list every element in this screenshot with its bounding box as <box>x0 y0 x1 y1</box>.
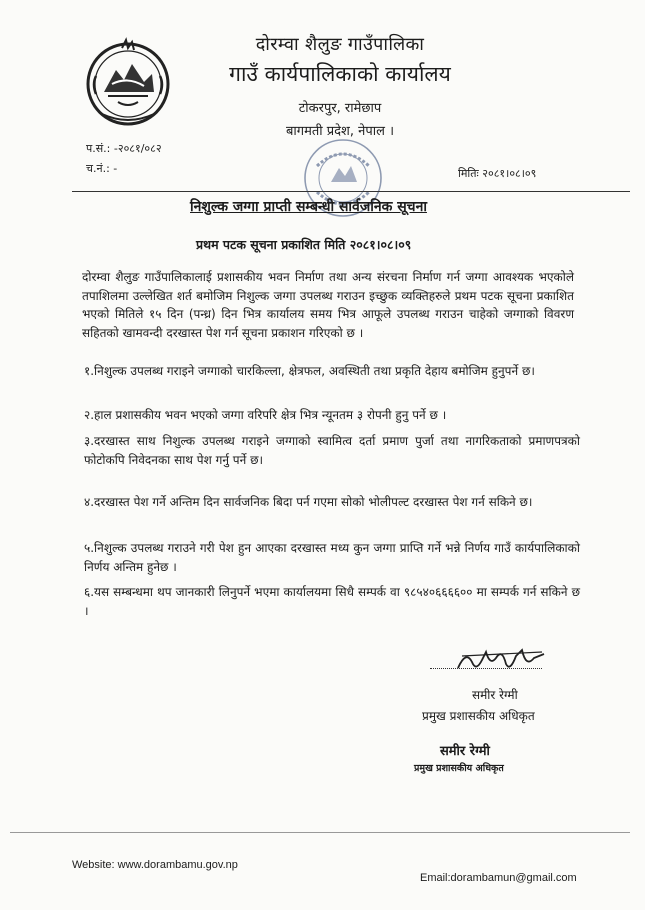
condition-item-3: ३.दरखास्त साथ निशुल्क उपलब्ध गराइने जग्गाको स्वामित्व दर्ता प्रमाण पुर्जा तथा नागरिकताको प्रमाणपत्रको फोटोकपि निवेदनका साथ पेश गर्नु पर्ने छ। <box>84 434 580 467</box>
name-stamp: समीर रेग्मी <box>440 744 490 759</box>
footer-website[interactable]: Website: www.dorambamu.gov.np <box>72 859 238 871</box>
office-address-line1: टोकरपुर, रामेछाप <box>298 101 382 116</box>
condition-item-6: ६.यस सम्बन्धमा थप जानकारी लिनुपर्ने भएमा कार्यालयमा सिधै सम्पर्क वा ९८५४०६६६६०० मा सम्पर्क गर्न सकिने छ । <box>84 585 580 618</box>
officer-designation: प्रमुख प्रशासकीय अधिकृत <box>422 709 535 723</box>
condition-item-4: ४.दरखास्त पेश गर्ने अन्तिम दिन सार्वजनिक बिदा पर्न गएमा सोको भोलीपल्ट दरखास्त पेश गर्न सकिने छ। <box>84 495 533 509</box>
header-divider <box>72 191 630 192</box>
office-address-line2: बागमती प्रदेश, नेपाल । <box>285 124 395 139</box>
notice-subject: निशुल्क जग्गा प्राप्ती सम्बन्धी सार्वजनिक सूचना <box>190 199 427 215</box>
signature-line <box>430 668 542 669</box>
condition-item-2: २.हाल प्रशासकीय भवन भएको जग्गा वरिपरि क्षेत्र भित्र न्यूनतम ३ रोपनी हुनु पर्ने छ । <box>84 408 447 422</box>
nepal-emblem-logo <box>82 36 174 128</box>
condition-item-1: १.निशुल्क उपलब्ध गराइने जग्गाको चारकिल्ला, क्षेत्रफल, अवस्थिती तथा प्रकृति देहाय बमोजिम हुनुपर्ने छ। <box>84 364 535 378</box>
footer-email[interactable]: Email:dorambamun@gmail.com <box>420 872 577 884</box>
officer-name: समीर रेग्मी <box>472 688 518 702</box>
designation-stamp: प्रमुख प्रशासकीय अधिकृत <box>414 763 504 774</box>
reference-number: प.सं.: -२०८१/०८२ <box>86 142 162 155</box>
office-name: गाउँ कार्यपालिकाको कार्यालय <box>229 62 451 86</box>
dispatch-number: च.नं.: - <box>86 162 118 175</box>
condition-item-5: ५.निशुल्क उपलब्ध गराउने गरी पेश हुन आएका दरखास्त मध्य कुन जग्गा प्राप्ति गर्ने भन्ने निर्णय गाउँ कार्यपालिकाको निर्णय अन्तिम हुनेछ । <box>84 541 580 574</box>
publication-date-line: प्रथम पटक सूचना प्रकाशित मिति २०८१।०८।०९ <box>196 237 412 252</box>
notice-date: मितिः २०८१।०८।०९ <box>458 167 537 180</box>
handwritten-signature <box>452 642 552 682</box>
municipality-name: दोरम्वा शैलुङ गाउँपालिका <box>255 34 425 55</box>
notice-body: दोरम्वा शैलुङ गाउँपालिकालाई प्रशासकीय भवन निर्माण तथा अन्य संरचना निर्माण गर्न जग्गा आवश्यक भएकोले तपाशिलमा उल्लेखित शर्त बमोजिम निशुल्क जग्गा उपलब्ध गराउन इच्छुक व्यक्तिहरुले प्रथम पटक सूचना प्रकाशित भएको मितिले १५ दिन (पन्ध्र) दिन भित्र कार्यालय समय भित्र आफूले उपलब्ध गराउन चाहेको जग्गाको विवरण सहितको खामवन्दी दरखास्त पेश गर्न सूचना प्रकाशन गरिएको छ । <box>82 270 574 340</box>
footer-divider <box>10 832 630 833</box>
